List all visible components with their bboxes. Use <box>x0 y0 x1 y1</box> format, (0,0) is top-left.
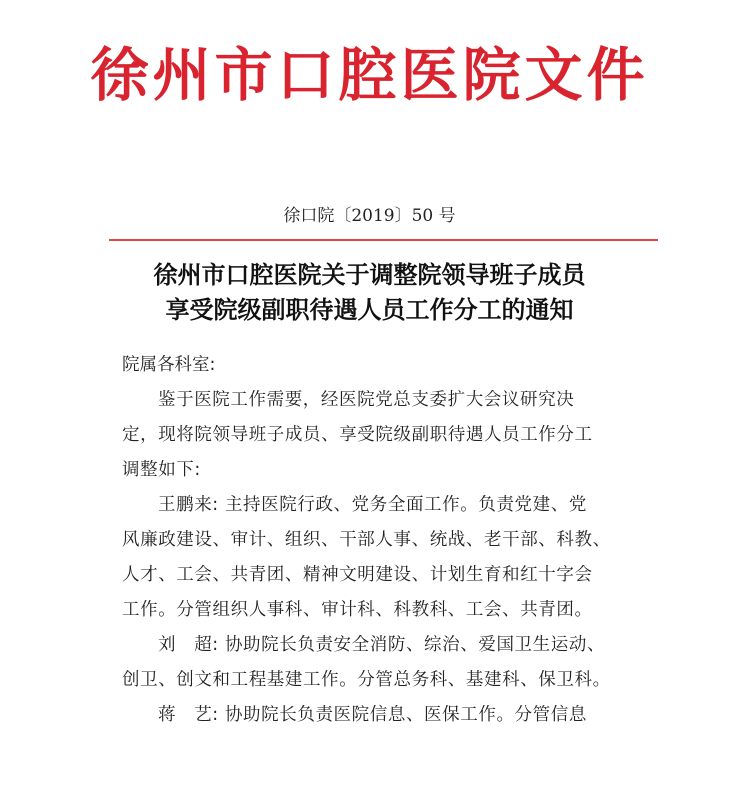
body-line: 刘 超: 协助院长负责安全消防、综治、爱国卫生运动、 <box>158 635 606 655</box>
body-line: 人才、工会、共青团、精神文明建设、计划生育和红十字会 <box>122 565 593 585</box>
body-line: 王鹏来: 主持医院行政、党务全面工作。负责党建、党 <box>158 495 587 515</box>
body-line: 鉴于医院工作需要，经医院党总支委扩大会议研究决 <box>158 390 575 410</box>
body-line: 蒋 艺: 协助院长负责医院信息、医保工作。分管信息 <box>158 705 587 725</box>
notice-title-line-1: 徐州市口腔医院关于调整院领导班子成员 <box>153 261 586 289</box>
body-line: 工作。分管组织人事科、审计科、科教科、工会、共青团。 <box>122 600 593 620</box>
salutation: 院属各科室: <box>122 355 216 375</box>
body-line: 定，现将院领导班子成员、享受院级副职待遇人员工作分工 <box>122 425 593 445</box>
document-header-title: 徐州市口腔医院文件 <box>90 41 649 109</box>
body-line: 风廉政建设、审计、组织、干部人事、统战、老干部、科教、 <box>122 530 611 550</box>
body-line: 调整如下: <box>122 460 201 480</box>
notice-title-line-2: 享受院级副职待遇人员工作分工的通知 <box>165 296 574 324</box>
body-line: 创卫、创文和工程基建工作。分管总务科、基建科、保卫科。 <box>122 670 611 690</box>
document-number: 徐口院〔2019〕50 号 <box>283 206 456 226</box>
red-divider-line <box>109 239 658 241</box>
